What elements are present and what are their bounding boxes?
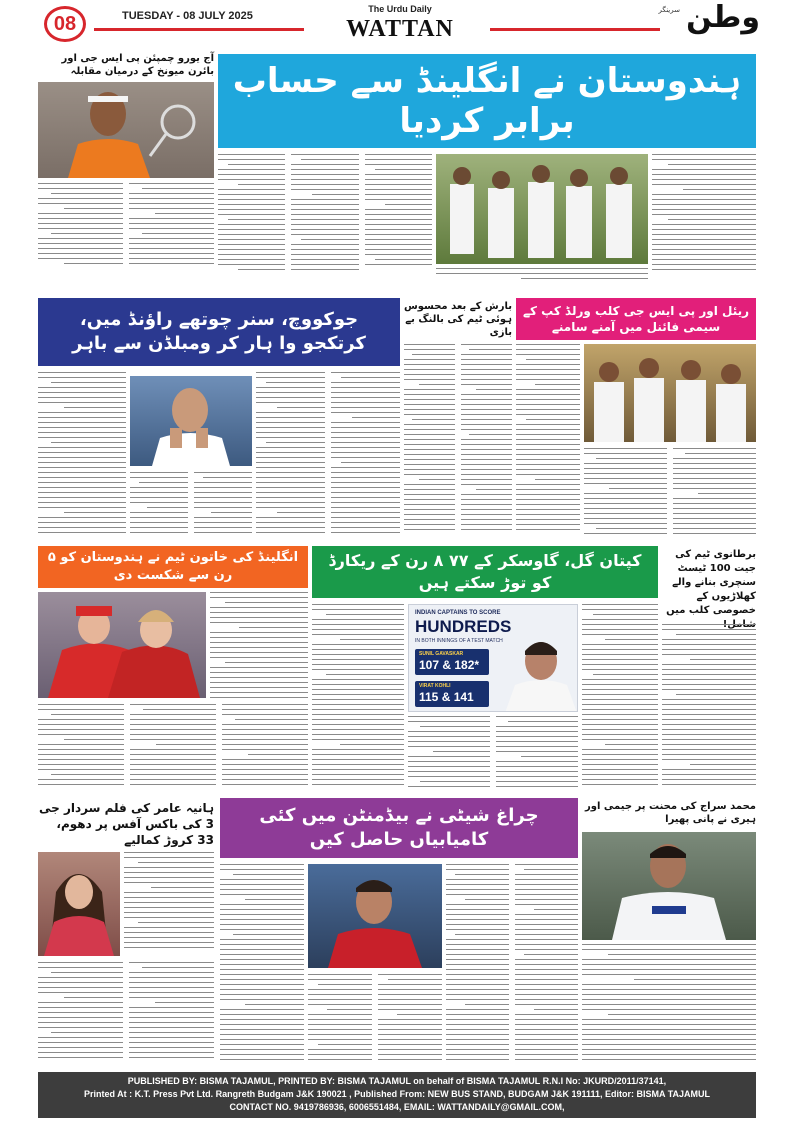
gill-text-bottom (408, 716, 578, 792)
chirag-headline-banner (220, 798, 578, 858)
chirag-text-right (446, 864, 578, 1066)
lead-text-right (652, 154, 756, 292)
siraj-illustration (582, 832, 756, 940)
railway-headline: ریئل اور پی ایس جی کلب ورلڈ کپ کے سیمی فائنل میں آمنے سامنے (522, 304, 750, 334)
player1-name: SUNIL GAVASKAR (419, 651, 464, 657)
women-headline-banner (38, 546, 308, 588)
lead-caption-lines (436, 268, 648, 292)
masthead-subtitle: The Urdu Daily (368, 4, 432, 14)
film-text-bottom (38, 962, 214, 1066)
player1-tag (415, 649, 489, 675)
player2-score: 115 & 141 (419, 690, 474, 704)
chirag-text-left (220, 864, 304, 1066)
gill-portrait (501, 635, 578, 712)
imprint-line-3: CONTACT NO. 9419786936, 6006551484, EMAIL: WATTANDAILY@GMAIL.COM, (229, 1102, 565, 1112)
chirag-text-mid (308, 974, 442, 1066)
imprint-footer (38, 1072, 756, 1118)
women-text-right (210, 592, 308, 702)
hundreds-graphic (408, 604, 578, 712)
badminton-player-illustration (38, 82, 214, 178)
top-left-headline: آج یورو چمپئن پی ایس جی اور بائرن میونخ کے درمیان مقابلہ (61, 53, 214, 77)
page-number-badge (44, 6, 86, 42)
film-text-right (124, 852, 214, 956)
masthead-title: WATTAN (346, 16, 454, 42)
urdu-logo: وطن (686, 0, 760, 35)
england-women-illustration (38, 592, 206, 698)
masthead-rule-left (94, 28, 304, 31)
page-number: 08 (53, 12, 77, 35)
hania-amir-illustration (38, 852, 120, 956)
djokovic-text-bottom (130, 472, 252, 540)
railway-text-lower (584, 448, 756, 540)
lead-text-left (218, 154, 432, 292)
hundreds-title-sub: IN BOTH INNINGS OF A TEST MATCH (415, 638, 503, 644)
gill-text-right (582, 604, 658, 792)
siraj-text (582, 944, 756, 1066)
gill-text-left (312, 604, 404, 792)
masthead-date: TUESDAY - 08 JULY 2025 (122, 10, 253, 22)
djokovic-illustration (130, 376, 252, 466)
imprint-line-1: PUBLISHED BY: BISMA TAJAMUL, PRINTED BY: BISMA TAJAMUL on behalf of BISMA TAJAMUL R.N.I No: JKURD/2011/37141, (127, 1076, 667, 1086)
siraj-headline: محمد سراج کی محنت پر جیمی اور ہیری نے پانی پھیرا (585, 801, 756, 825)
djokovic-headline-banner (38, 298, 400, 366)
chirag-headline: چراغ شیٹی نے بیڈمنٹن میں کئی کامیابیاں حاصل کیں (259, 805, 539, 850)
djokovic-headline: جوکووچ، سنر چوتھے راؤنڈ میں، کرتکجو وا ہار کر ومبلڈن سے باہر (72, 309, 366, 354)
badminton-player-photo (38, 82, 214, 178)
england-women-photo (38, 592, 206, 698)
imprint-line-2: Printed At : K.T. Press Pvt Ltd. Rangreth Budgam J&K 190021 , Published From: NEW BUS STAND, BUDGAM J&K 191111, Editor: BISMA TAJAMUL (83, 1089, 711, 1099)
real-psg-players-photo (584, 344, 756, 442)
masthead (0, 0, 793, 48)
masthead-rule-right (490, 28, 660, 31)
cricket-team-photo (436, 154, 648, 264)
player2-name: VIRAT KOHLI (419, 683, 451, 689)
hundred-tests-text (662, 624, 756, 792)
siraj-photo (582, 832, 756, 940)
footballer-photo (308, 864, 442, 968)
top-left-story (38, 52, 214, 292)
hundreds-title-small: INDIAN CAPTAINS TO SCORE (415, 610, 501, 616)
hundreds-title-big: HUNDREDS (415, 617, 512, 636)
djokovic-text-right (256, 372, 400, 540)
player1-score: 107 & 182* (419, 658, 480, 672)
lead-headline-banner (218, 54, 756, 148)
women-headline: انگلینڈ کی خاتون ٹیم نے ہندوستان کو ۵ رن سے شکست دی (47, 550, 299, 583)
djokovic-photo (130, 376, 252, 466)
women-text-bottom (38, 704, 308, 792)
real-psg-illustration (584, 344, 756, 442)
urdu-logo-sub: سرینگر (658, 6, 680, 14)
film-headline: ہانیہ عامر کی فلم سردار جی 3 کی باکس آفس پر دھوم، 33 کروڑ کمالیے (39, 801, 214, 847)
gill-headline: کپتان گل، گاوسکر کے ۷۷ ۸ رن کے ریکارڈ کو توڑ سکتے ہیں (328, 551, 642, 592)
railway-headline-banner (516, 298, 756, 340)
hania-amir-photo (38, 852, 120, 956)
rain-text (404, 344, 512, 540)
gill-headline-banner (312, 546, 658, 598)
footballer-illustration (308, 864, 442, 968)
hundred-tests-headline: برطانوی ٹیم کی جیت 100 ٹیسٹ سنچری بنانے والے کھلاڑیوں کے خصوصی کلب میں (666, 549, 756, 616)
cricket-team-illustration (436, 154, 648, 264)
player2-tag (415, 681, 489, 707)
lead-headline: ہندوستان نے انگلینڈ سے حساب برابر کردیا (232, 61, 742, 141)
djokovic-text-left (38, 372, 126, 540)
railway-text (516, 344, 580, 540)
rain-headline: بارش کے بعد محسوس ہوئی ٹیم کی بالنگ بے بازی (403, 301, 512, 338)
